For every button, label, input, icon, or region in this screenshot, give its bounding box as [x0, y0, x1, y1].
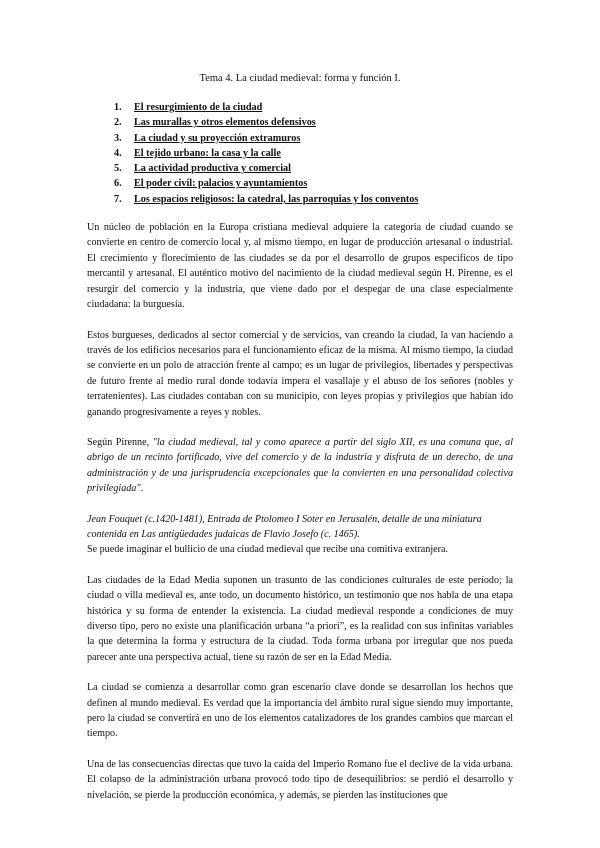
toc-number: 3.	[114, 132, 122, 144]
table-of-contents	[87, 100, 513, 207]
image-caption-block	[87, 512, 513, 558]
toc-number: 2.	[114, 117, 122, 129]
toc-number: 5.	[114, 163, 122, 175]
toc-link[interactable]: El tejido urbano: la casa y la calle	[134, 147, 281, 159]
toc-item[interactable]	[114, 192, 513, 207]
paragraph-documento-historico: Las ciudades de la Edad Media suponen un trasunto de las condiciones culturales de este período; la ciudad o villa medieval es, ante todo, un documento histórico, un testimonio que nos habla de una etapa histórica y su forma de entender la existencia. La ciudad medieval responde a condiciones de muy diverso tipo, pero no existe una planificación urbana “a priori”, es la realidad con sus infinitas variables la que determina la forma y estructura de la ciudad. Toda forma urbana por irregular que nos pueda parecer ante una perspectiva actual, tiene su razón de ser en la Edad Media.	[87, 574, 513, 663]
paragraph-pirenne-quote	[87, 435, 513, 497]
toc-item[interactable]	[114, 100, 513, 115]
image-caption: Jean Fouquet (c.1420-1481), Entrada de Ptolomeo I Soter en Jerusalén, detalle de una miniatura contenida en Las antigüedades judaicas de Flavio Josefo (c. 1465).	[87, 513, 482, 540]
toc-number: 4.	[114, 147, 122, 159]
toc-link[interactable]: El poder civil: palacios y ayuntamientos	[134, 178, 308, 190]
quote-intro: Según Pirenne,	[87, 436, 153, 448]
toc-item[interactable]	[114, 146, 513, 161]
toc-number: 6.	[114, 178, 122, 190]
paragraph-intro: Un núcleo de población en la Europa cristiana medieval adquiere la categoría de ciudad cuando se convierte en centro de comercio local y, al mismo tiempo, en lugar de producción artesanal o industrial. El crecimiento y florecimiento de las ciudades se da por el desarrollo de grupos específicos de tipo mercantil y artesanal. El auténtico motivo del nacimiento de la ciudad medieval según H. Pirenne, es el resurgir del comercio y la industria, que viene dado por el despegar de una clase especialmente ciudadana: la burguesía.	[87, 222, 513, 311]
page-title: Tema 4. La ciudad medieval: forma y función I.	[199, 73, 401, 84]
quote-end: .	[140, 483, 144, 495]
toc-link[interactable]: La actividad productiva y comercial	[134, 163, 291, 175]
toc-item[interactable]	[114, 115, 513, 130]
toc-link[interactable]: La ciudad y su proyección extramuros	[134, 132, 301, 144]
toc-number: 7.	[114, 193, 122, 205]
toc-link[interactable]: El resurgimiento de la ciudad	[134, 102, 263, 113]
toc-item[interactable]	[114, 161, 513, 176]
paragraph-burgueses: Estos burgueses, dedicados al sector comercial y de servicios, van creando la ciudad, la van haciendo a través de los edificios necesarios para el funcionamiento eficaz de la misma. Al mismo tiempo, la ciudad se convierte en un polo de atracción frente al campo; es un lugar de privilegios, libertades y perspectivas de futuro frente al medio rural donde todavía impera el vasallaje y el abuso de los señores (nobles y terratenientes). Las ciudades contaban con su municipio, con leyes propias y privilegios que habían ido ganando progresivamente a reyes y nobles.	[87, 329, 513, 418]
toc-link[interactable]: Los espacios religiosos: la catedral, las parroquias y los conventos	[134, 193, 419, 205]
pirenne-quote: "la ciudad medieval, tal y como aparece a partir del siglo XII, es una comuna que, al abrigo de un recinto fortificado, vive del comercio y de la industria y disfruta de un derecho, de una administración y de una jurisprudencia excepcionales que la convierten en una personalidad colectiva privilegiada"	[87, 436, 514, 495]
toc-item[interactable]	[114, 131, 513, 146]
toc-item[interactable]	[114, 176, 513, 191]
toc-number: 1.	[114, 102, 122, 113]
paragraph-escenario: La ciudad se comienza a desarrollar como gran escenario clave donde se desarrollan los hechos que definen al mundo medieval. Es verdad que la importancia del ámbito rural sigue siendo muy importante, pero la ciudad se convertirá en uno de los elementos catalizadores de los grandes cambios que marcan el tiempo.	[87, 682, 513, 740]
toc-link[interactable]: Las murallas y otros elementos defensivos	[134, 117, 316, 129]
paragraph-imperio-romano: Una de las consecuencias directas que tuvo la caída del Imperio Romano fue el declive de la vida urbana. El colapso de la administración urbana provocó todo tipo de desequilibrios: se perdió el desarrollo y nivelación, se pierde la producción económica, y además, se pierden las instituciones que	[87, 758, 513, 801]
image-caption-note: Se puede imaginar el bullicio de una ciudad medieval que recibe una comitiva extranjera.	[87, 544, 448, 556]
